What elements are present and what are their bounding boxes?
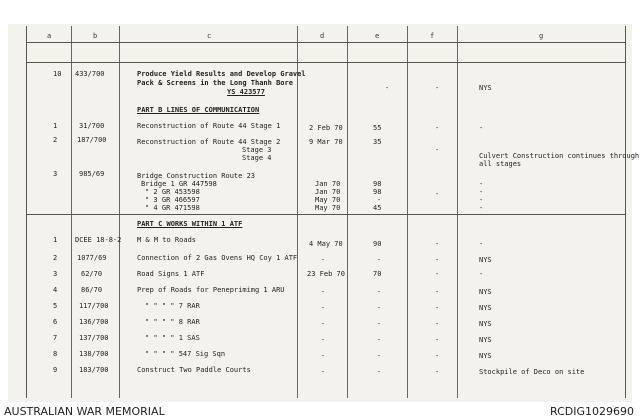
column-divider (407, 26, 408, 398)
remarks: all stages (479, 160, 522, 168)
section-heading: PART C WORKS WITHIN 1 ATF (137, 220, 243, 228)
task-description: " 4 GR 471598 (145, 204, 200, 212)
task-description: Stage 4 (242, 154, 272, 162)
progress-value: 90 (373, 240, 382, 248)
status-value: - (435, 288, 440, 296)
task-description: " 2 GR 453598 (145, 188, 200, 196)
section-heading: PART B LINES OF COMMUNICATION (137, 106, 260, 114)
remarks: - (479, 180, 484, 188)
status-value: - (435, 84, 440, 92)
column-header-e: e (375, 32, 380, 40)
progress-value: 55 (373, 124, 382, 132)
progress-value: - (377, 320, 382, 328)
row-number: 1 (53, 236, 58, 244)
file-reference: 117/700 (79, 302, 109, 310)
progress-value: - (377, 304, 382, 312)
status-value: - (435, 124, 440, 132)
task-description: Reconstruction of Route 44 Stage 2 (137, 138, 281, 146)
start-date: 23 Feb 70 (307, 270, 345, 278)
file-reference: 86/70 (81, 286, 103, 294)
column-header-a: a (47, 32, 52, 40)
remarks: - (479, 270, 484, 278)
column-header-g: g (539, 32, 544, 40)
start-date: - (321, 352, 326, 360)
start-date: May 70 (315, 196, 341, 204)
row-number: 8 (53, 350, 58, 358)
task-description: " " " " 1 SAS (145, 334, 200, 342)
progress-value: - (377, 368, 382, 376)
file-reference: 31/700 (79, 122, 105, 130)
progress-value: - (377, 336, 382, 344)
file-reference: 136/700 (79, 318, 109, 326)
remarks: - (479, 240, 484, 248)
progress-value: - (385, 84, 390, 92)
task-description: Connection of 2 Gas Ovens HQ Coy 1 ATF (137, 254, 298, 262)
file-reference: 985/69 (79, 170, 105, 178)
progress-value: 35 (373, 138, 382, 146)
document-paper (8, 24, 640, 402)
progress-value: 45 (373, 204, 382, 212)
remarks: - (479, 124, 484, 132)
remarks: NYS (479, 84, 492, 92)
column-divider (347, 26, 348, 398)
header-divider (27, 42, 625, 43)
file-reference: 137/700 (79, 334, 109, 342)
archive-footer (0, 404, 640, 420)
start-date: - (321, 288, 326, 296)
task-description: Bridge Construction Route 23 (137, 172, 256, 180)
progress-value: - (377, 352, 382, 360)
remarks: NYS (479, 288, 492, 296)
task-description: Reconstruction of Route 44 Stage 1 (137, 122, 281, 130)
start-date: Jan 70 (315, 180, 341, 188)
column-header-b: b (93, 32, 98, 40)
status-value: - (435, 336, 440, 344)
task-description: YS 423577 (227, 88, 265, 96)
progress-value: - (377, 288, 382, 296)
column-divider (71, 26, 72, 398)
progress-value: - (377, 256, 382, 264)
remarks: - (479, 204, 484, 212)
progress-value: 98 (373, 188, 382, 196)
column-header-d: d (320, 32, 325, 40)
task-description: " " " " 547 Sig Sqn (145, 350, 226, 358)
file-reference: DCEE 18-8-2 (75, 236, 122, 244)
task-description: Construct Two Paddle Courts (137, 366, 251, 374)
status-value: - (435, 304, 440, 312)
remarks: Culvert Construction continues through (479, 152, 640, 160)
row-number: 7 (53, 334, 58, 342)
remarks: NYS (479, 352, 492, 360)
status-value: - (435, 270, 440, 278)
start-date: - (321, 256, 326, 264)
status-value: - (435, 256, 440, 264)
file-reference: 138/700 (79, 350, 109, 358)
start-date: 2 Feb 70 (309, 124, 343, 132)
remarks: NYS (479, 256, 492, 264)
status-value: - (435, 146, 440, 154)
file-reference: 1077/69 (77, 254, 107, 262)
task-description: M & M to Roads (137, 236, 197, 244)
start-date: - (321, 320, 326, 328)
status-value: - (435, 368, 440, 376)
remarks: NYS (479, 320, 492, 328)
remarks: - (479, 188, 484, 196)
archive-reference: RCDIG1029690 (549, 405, 634, 418)
file-reference: 433/700 (75, 70, 105, 78)
remarks: NYS (479, 304, 492, 312)
start-date: - (321, 336, 326, 344)
row-number: 2 (53, 136, 58, 144)
remarks: Stockpile of Deco on site (479, 368, 585, 376)
task-description: " 3 GR 466597 (145, 196, 200, 204)
progress-value: - (377, 196, 382, 204)
task-description: Produce Yield Results and Develop Gravel (137, 70, 306, 78)
status-value: - (435, 190, 440, 198)
row-number: 2 (53, 254, 58, 262)
file-reference: 187/700 (77, 136, 107, 144)
status-value: - (435, 352, 440, 360)
status-value: - (435, 320, 440, 328)
file-reference: 62/70 (81, 270, 103, 278)
progress-value: 70 (373, 270, 382, 278)
task-description: Bridge 1 GR 447598 (141, 180, 217, 188)
header-divider (27, 62, 625, 63)
task-description: " " " " 8 RAR (145, 318, 200, 326)
start-date: - (321, 304, 326, 312)
row-number: 3 (53, 170, 58, 178)
start-date: 4 May 70 (309, 240, 343, 248)
row-number: 1 (53, 122, 58, 130)
row-number: 10 (53, 70, 62, 78)
file-reference: 183/700 (79, 366, 109, 374)
task-description: " " " " 7 RAR (145, 302, 200, 310)
archive-name: AUSTRALIAN WAR MEMORIAL (4, 405, 165, 418)
row-number: 4 (53, 286, 58, 294)
start-date: - (321, 368, 326, 376)
column-header-f: f (430, 32, 435, 40)
progress-value: 98 (373, 180, 382, 188)
row-number: 3 (53, 270, 58, 278)
remarks: NYS (479, 336, 492, 344)
column-divider (119, 26, 120, 398)
column-header-c: c (207, 32, 212, 40)
column-divider (297, 26, 298, 398)
row-number: 9 (53, 366, 58, 374)
start-date: Jan 70 (315, 188, 341, 196)
row-number: 6 (53, 318, 58, 326)
task-description: Road Signs 1 ATF (137, 270, 205, 278)
remarks: - (479, 196, 484, 204)
task-description: Pack & Screens in the Long Thanh Bore (137, 79, 293, 87)
status-value: - (435, 240, 440, 248)
row-number: 5 (53, 302, 58, 310)
task-description: Prep of Roads for Peneprimimg 1 ARU (137, 286, 285, 294)
section-divider (27, 214, 625, 215)
works-table (26, 26, 640, 398)
start-date: 9 Mar 70 (309, 138, 343, 146)
task-description: Stage 3 (242, 146, 272, 154)
start-date: May 70 (315, 204, 341, 212)
column-divider (457, 26, 458, 398)
